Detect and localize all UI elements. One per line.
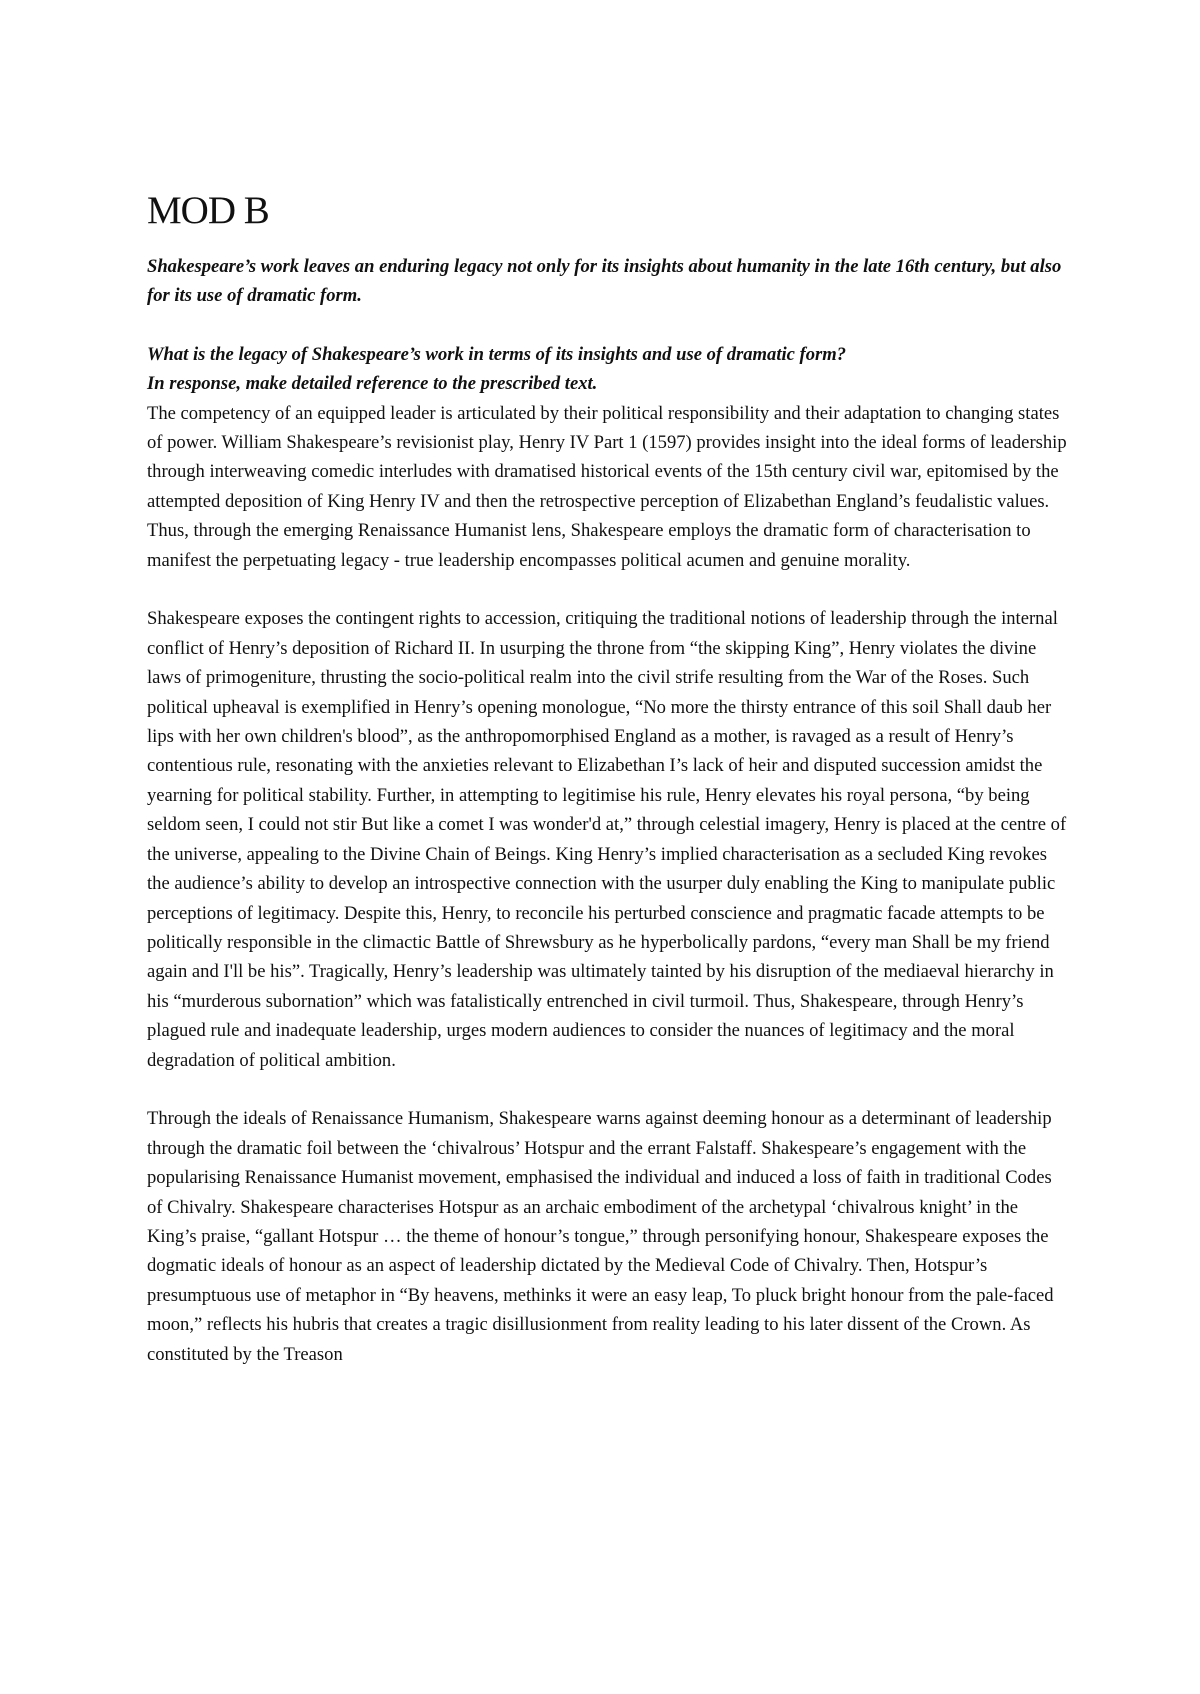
spacer: [147, 1075, 1067, 1104]
question-line-2: In response, make detailed reference to the prescribed text.: [147, 373, 598, 395]
paragraph-body-1: Shakespeare exposes the contingent rights to accession, critiquing the traditional notions of leadership through the internal conflict of Henry’s deposition of Richard II. In usurping the throne from “the skipping King”, Henry violates the divine laws of primogeniture, thrusting the socio-political realm into the civil strife resulting from the War of the Roses. Such political upheaval is exemplified in Henry’s opening monologue, “No more the thirsty entrance of this soil Shall daub her lips with her own children's blood”, as the anthropomorphised England as a mother, is ravaged as a result of Henry’s contentious rule, resonating with the anxieties relevant to Elizabethan I’s lack of heir and disputed succession amidst the yearning for political stability. Further, in attempting to legitimise his rule, Henry elevates his royal persona, “by being seldom seen, I could not stir But like a comet I was wonder'd at,” through celestial imagery, Henry is placed at the centre of the universe, appealing to the Divine Chain of Beings. King Henry’s implied characterisation as a secluded King revokes the audience’s ability to develop an introspective connection with the usurper duly enabling the King to manipulate public perceptions of legitimacy. Despite this, Henry, to reconcile his perturbed conscience and pragmatic facade attempts to be politically responsible in the climactic Battle of Shrewsbury as he hyperbolically pardons, “every man Shall be my friend again and I'll be his”. Tragically, Henry’s leadership was ultimately tainted by his disruption of the mediaeval hierarchy in his “murderous subornation” which was fatalistically entrenched in civil turmoil. Thus, Shakespeare, through Henry’s plagued rule and inadequate leadership, urges modern audiences to consider the nuances of legitimacy and the moral degradation of political ambition.: [147, 608, 1067, 1071]
question-line-1: What is the legacy of Shakespeare’s work in terms of its insights and use of dramatic form?: [147, 343, 847, 365]
document-page: [147, 186, 1067, 1369]
paragraph-introduction: The competency of an equipped leader is articulated by their political responsibility and their adaptation to changing states of power. William Shakespeare’s revisionist play, Henry IV Part 1 (1597) provides insight into the ideal forms of leadership through interweaving comedic interludes with dramatised historical events of the 15th century civil war, epitomised by the attempted deposition of King Henry IV and then the retrospective perception of Elizabethan England’s feudalistic values. Thus, through the emerging Renaissance Humanist lens, Shakespeare employs the dramatic form of characterisation to manifest the perpetuating legacy - true leadership encompasses political acumen and genuine morality.: [147, 402, 1067, 571]
spacer: [147, 311, 1067, 340]
prompt-statement: Shakespeare’s work leaves an enduring legacy not only for its insights about humanity in the late 16th century, but also for its use of dramatic form.: [147, 256, 1062, 307]
paragraph-body-2: Through the ideals of Renaissance Humanism, Shakespeare warns against deeming honour as a determinant of leadership through the dramatic foil between the ‘chivalrous’ Hotspur and the errant Falstaff. Shakespeare’s engagement with the popularising Renaissance Humanist movement, emphasised the individual and induced a loss of faith in traditional Codes of Chivalry. Shakespeare characterises Hotspur as an archaic embodiment of the archetypal ‘chivalrous knight’ in the King’s praise, “gallant Hotspur … the theme of honour’s tongue,” through personifying honour, Shakespeare exposes the dogmatic ideals of honour as an aspect of leadership dictated by the Medieval Code of Chivalry. Then, Hotspur’s presumptuous use of metaphor in “By heavens, methinks it were an easy leap, To pluck bright honour from the pale-faced moon,” reflects his hubris that creates a tragic disillusionment from reality leading to his later dissent of the Crown. As constituted by the Treason: [147, 1108, 1054, 1365]
document-title: MOD B: [147, 189, 269, 232]
spacer: [147, 575, 1067, 604]
